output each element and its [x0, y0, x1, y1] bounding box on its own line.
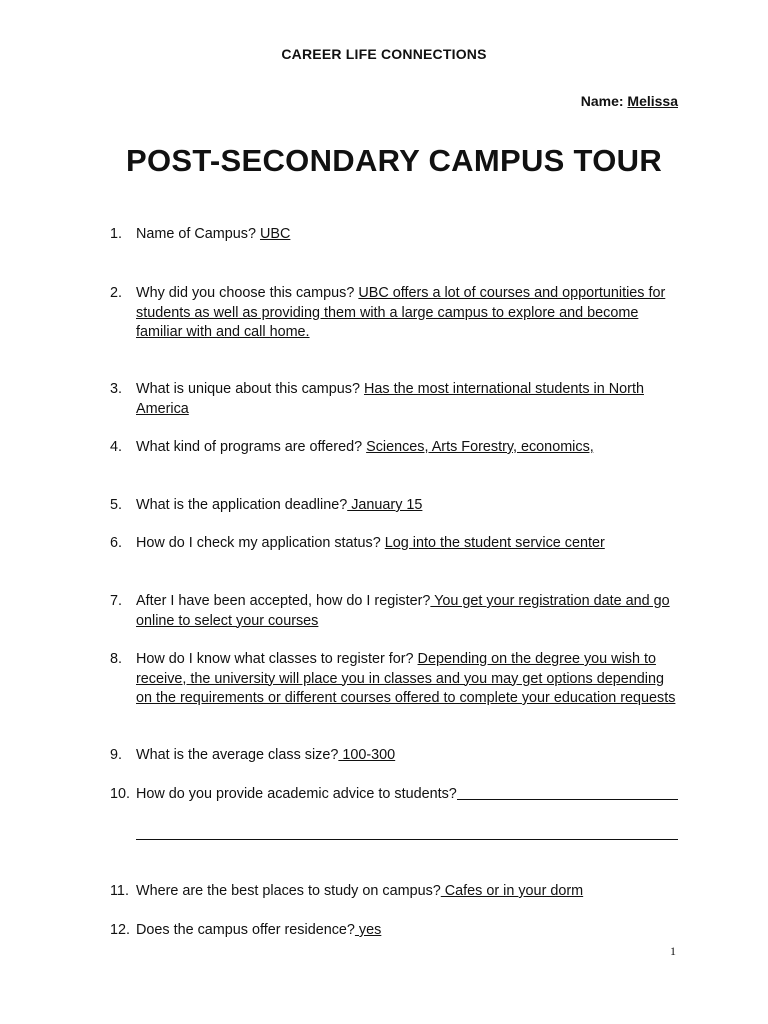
question-item	[110, 592, 678, 631]
answer-text: UBC	[259, 226, 291, 242]
question-text: What is the application deadline?	[136, 497, 348, 513]
answer-text: Cafes or in your dorm	[440, 883, 584, 899]
question-text: What is unique about this campus?	[136, 381, 364, 397]
answer-text: 100-300	[338, 747, 396, 763]
question-text: What kind of programs are offered?	[136, 439, 367, 455]
name-row	[581, 93, 678, 109]
question-item	[110, 380, 678, 419]
question-number: 11.	[110, 883, 129, 899]
question-text: Does the campus offer residence?	[136, 922, 355, 938]
question-number: 3.	[110, 381, 123, 397]
page-title: POST-SECONDARY CAMPUS TOUR	[126, 143, 663, 178]
question-item	[110, 921, 678, 941]
answer-text: Log into the student service center	[384, 535, 605, 551]
question-text: Name of Campus?	[136, 226, 260, 242]
question-item	[110, 496, 678, 516]
answer-text: yes	[354, 922, 382, 938]
question-number: 1.	[110, 226, 123, 242]
question-number: 12.	[110, 922, 131, 938]
question-text: How do I check my application status?	[136, 535, 385, 551]
question-number: 9.	[110, 747, 123, 763]
question-item	[110, 284, 678, 343]
question-number: 6.	[110, 535, 123, 551]
question-number: 8.	[110, 651, 123, 667]
answer-text: You get your registration date and go online to select your courses	[136, 593, 670, 629]
question-item	[110, 225, 678, 245]
name-value: Melissa	[627, 93, 678, 109]
answer-text: Sciences, Arts Forestry, economics,	[366, 439, 594, 455]
question-item	[110, 438, 678, 458]
question-item	[110, 882, 678, 902]
question-item	[110, 746, 678, 766]
question-text: What is the average class size?	[136, 747, 339, 763]
question-text: After I have been accepted, how do I register?	[136, 593, 431, 609]
question-number: 10.	[110, 786, 131, 802]
question-number: 4.	[110, 439, 123, 455]
question-item	[110, 785, 678, 805]
question-item	[110, 650, 678, 709]
question-item	[110, 534, 678, 554]
answer-text: UBC offers a lot of courses and opportunities for students as well as providing them with a large campus to explore and become familiar with and call home.	[136, 285, 666, 340]
question-text: Where are the best places to study on campus?	[136, 883, 441, 899]
answer-text: Depending on the degree you wish to receive, the university will place you in classes and you may get options depending on the requirements or different courses offered to complete your education requests	[136, 651, 676, 706]
document-header: CAREER LIFE CONNECTIONS	[281, 46, 487, 62]
page-number: 1	[670, 944, 676, 958]
question-number: 5.	[110, 497, 123, 513]
name-label: Name:	[580, 93, 628, 109]
answer-text: January 15	[347, 497, 423, 513]
question-number: 2.	[110, 285, 123, 301]
question-number: 7.	[110, 593, 123, 609]
question-text: How do I know what classes to register for?	[136, 651, 418, 667]
answer-blank	[457, 785, 678, 800]
answer-text: Has the most international students in North America	[136, 381, 644, 417]
answer-blank-line	[136, 839, 678, 840]
question-text: How do you provide academic advice to students?	[136, 786, 457, 802]
question-text: Why did you choose this campus?	[136, 285, 359, 301]
